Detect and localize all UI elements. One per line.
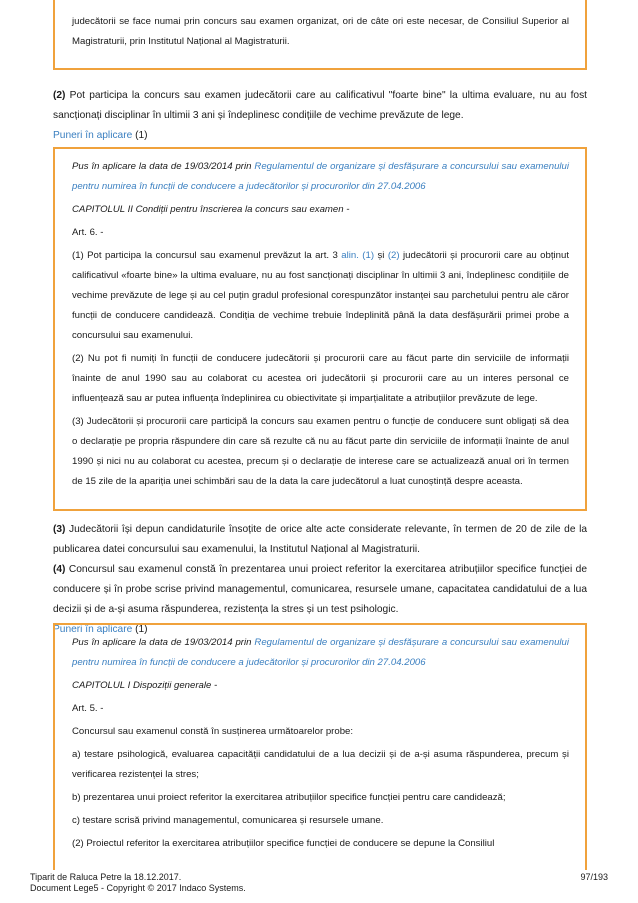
apply-link-2[interactable]: Puneri în aplicare — [53, 624, 133, 635]
box3-item-b: b) prezentarea unui proiect referitor la exercitarea atribuțiilor specifice funcției pentru care candidează; — [72, 792, 506, 803]
box2-chapter: CAPITOLUL II Condiții pentru înscrierea la concurs sau examen - — [72, 204, 350, 215]
implementation-box-1 — [53, 147, 587, 511]
paragraph-4-text: Concursul sau examenul constă în prezentarea unui proiect referitor la exercitarea atribuțiilor specifice funcției de conducere și în probe scrise privind managementul, comunicarea, resursele umane, capacitatea candidatului de a lua decizii și de a-și asuma răspunderea, rezistența la stres și un test psihologic. — [53, 564, 587, 615]
apply-count-1: (1) — [132, 130, 148, 141]
box2-p1-a: (1) Pot participa la concursul sau examenul prevăzut la art. 3 — [72, 250, 342, 261]
box3-lead: Concursul sau examenul constă în susținerea următoarelor probe: — [72, 726, 354, 737]
alin-1-link[interactable]: alin. (1) — [341, 250, 375, 261]
footer-line-2: Document Lege5 - Copyright © 2017 Indaco Systems. — [30, 883, 246, 893]
implementation-box-2 — [53, 623, 587, 870]
box3-chapter: CAPITOLUL I Dispoziții generale - — [72, 680, 218, 691]
top-box-text: judecătorii se face numai prin concurs sau examen organizat, ori de câte ori este necesar, de Consiliul Superior al Magistraturii, prin Institutul Național al Magistraturii. — [72, 16, 569, 47]
box3-paragraph-2: (2) Proiectul referitor la exercitarea atribuțiilor specifice funcției de conducere se depune la Consiliul — [72, 838, 495, 849]
alin-2-link[interactable]: (2) — [387, 250, 400, 261]
apply-count-2: (1) — [132, 624, 148, 635]
box3-intro — [72, 633, 569, 673]
box2-paragraph-3: (3) Judecătorii și procurorii care participă la concurs sau examen pentru o funcție de conducere sunt obligați să dea o declarație pe propria răspundere din care să rezulte că nu au făcut parte din serviciile de informații înainte de anul 1990 și nici nu au colaborat cu acestea, precum și o declarație de interese care se actualizează anual ori în termen de 15 zile de la apariția unei schimbări sau de la data la care judecătorul a luat cunoștință despre aceasta. — [72, 416, 569, 487]
box2-paragraph-1 — [72, 246, 569, 346]
box2-intro — [72, 157, 569, 197]
box2-intro-prefix: Pus în aplicare la data de 19/03/2014 prin — [72, 161, 255, 172]
box2-regulation-link[interactable]: Regulamentul de organizare și desfășurare a concursului sau examenului pentru numirea în funcții de conducere a judecătorilor și procurorilor din 27.04.2006 — [72, 161, 570, 192]
apply-link-1[interactable]: Puneri în aplicare — [53, 130, 133, 141]
paragraph-2-number: (2) — [53, 90, 66, 101]
footer-line-1: Tiparit de Raluca Petre la 18.12.2017. — [30, 872, 182, 882]
box3-article: Art. 5. - — [72, 703, 104, 714]
paragraphs-3-4 — [53, 520, 587, 640]
paragraph-3-text: Judecătorii își depun candidaturile însoțite de orice alte acte considerate relevante, în termen de 20 de zile de la publicarea datei concursului sau examenului, la Institutul Național al Magistraturii. — [53, 524, 587, 555]
box3-intro-prefix: Pus în aplicare la data de 19/03/2014 prin — [72, 637, 255, 648]
box2-article: Art. 6. - — [72, 227, 104, 238]
paragraph-4 — [53, 560, 587, 620]
paragraph-2 — [53, 86, 587, 146]
box3-item-c: c) testare scrisă privind managementul, comunicarea și resursele umane. — [72, 815, 384, 826]
footer-credits — [30, 872, 246, 894]
paragraph-4-number: (4) — [53, 564, 66, 575]
box3-regulation-link[interactable]: Regulamentul de organizare și desfășurare a concursului sau examenului pentru numirea în funcții de conducere a judecătorilor și procurorilor din 27.04.2006 — [72, 637, 570, 668]
box2-paragraph-2: (2) Nu pot fi numiți în funcții de conducere judecătorii și procurorii care au făcut parte din serviciile de informații înainte de anul 1990 sau au colaborat cu acestea ori judecătorii și procurorii care au un interes personal ce influențează sau ar putea influența îndeplinirea cu obiectivitate și imparțialitate a atribuțiilor prevăzute de lege. — [72, 353, 569, 404]
box2-p1-c: judecătorii și procurorii care au obținut calificativul «foarte bine» la ultima evaluare, nu au fost sancționați disciplinar în ultimii 3 ani, îndeplinesc condițiile de vechime prevăzute de lege și au cel puțin gradul profesional corespunzător instanței sau parchetului pentru ale căror funcții de conducere candidează. Condiția de vechime trebuie îndeplinită până la data desfășurării primei probe a concursului sau examenului. — [72, 250, 569, 341]
top-quote-box — [53, 0, 587, 70]
box2-p1-b: și — [374, 250, 388, 261]
paragraph-2-text: Pot participa la concurs sau examen judecătorii care au calificativul "foarte bine" la ultima evaluare, nu au fost sancționați disciplinar în ultimii 3 ani și îndeplinesc condițiile de vechime prevăzute de lege. — [53, 90, 587, 121]
paragraph-3-number: (3) — [53, 524, 66, 535]
box3-item-a: a) testare psihologică, evaluarea capacității candidatului de a lua decizii și de a-și asuma răspunderea, precum și verificarea rezistenței la stres; — [72, 749, 569, 780]
page-number: 97/193 — [580, 872, 608, 882]
paragraph-3 — [53, 520, 587, 560]
